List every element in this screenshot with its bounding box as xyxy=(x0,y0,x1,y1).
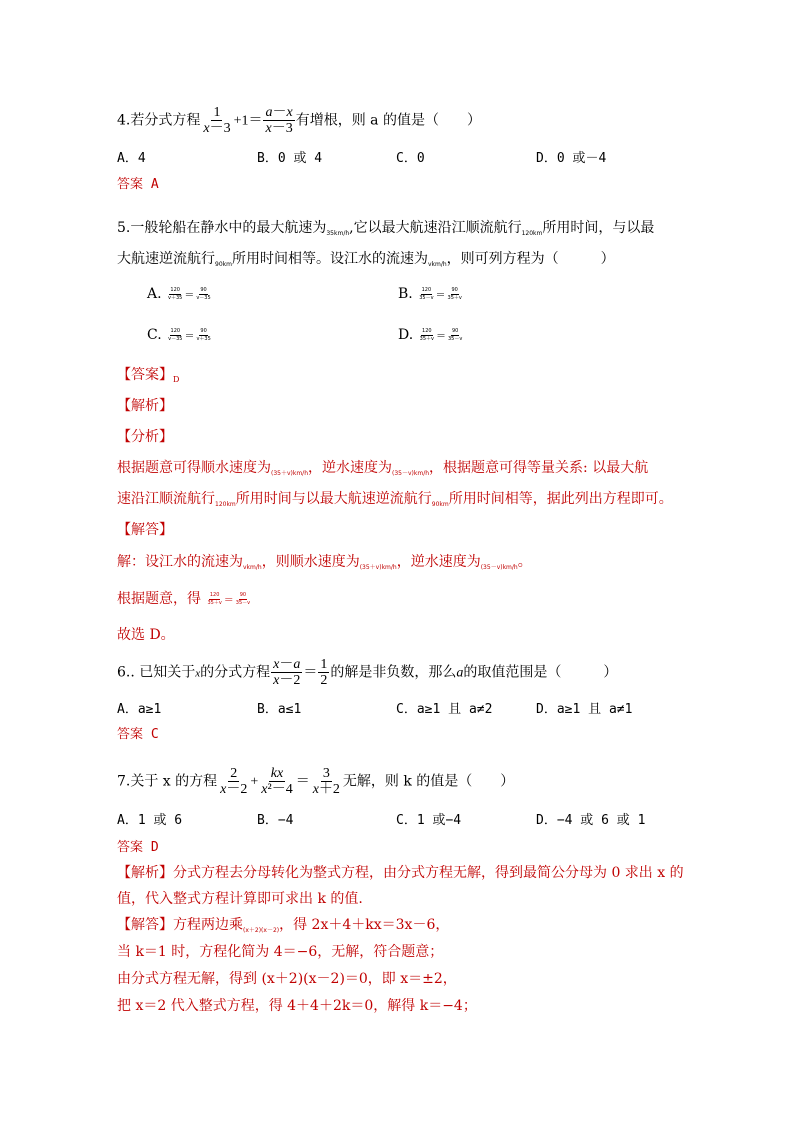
q5-d-d2: 35－v xyxy=(447,335,463,342)
q7-fraction-3: $\frac{3}{x+2}$ xyxy=(312,766,340,797)
q6-avar: a xyxy=(456,665,464,681)
q5-jieda-l1-d: 。 xyxy=(517,554,532,570)
q5-eq-d2: 35－v xyxy=(235,599,251,606)
q5-b-n2: 90 xyxy=(451,286,458,293)
q4-answer: 答案 A xyxy=(117,177,159,192)
q7-prefix: 7.关于 x 的方程 xyxy=(117,773,218,790)
q6-suffix: 的取值范围是（ ） xyxy=(463,664,618,681)
q5-b-d2: 35＋v xyxy=(447,294,462,301)
q7-jieda-line2: 当 k＝1 时，方程化简为 4＝−6，无解，符合题意； xyxy=(117,944,444,960)
q5-option-b-label: B. xyxy=(398,286,413,302)
q5-fenxi-l1-a: 根据题意可得顺水速度为 xyxy=(117,460,271,476)
q4-option-b: B．0 或 4 xyxy=(257,151,323,166)
q4-stem: 4.若分式方程 $\frac{1}{x-3}$ +1＝ $\frac{a-x}{x-3}$ 有增根，则 a 的值是（ ） xyxy=(117,105,481,136)
q5-c-d2: v＋35 xyxy=(196,335,211,342)
q5-fenxi-line1 xyxy=(117,457,648,477)
q5-eq-d1: 35＋v xyxy=(207,599,222,606)
q4-prefix: 4.若分式方程 xyxy=(117,112,201,129)
q7-option-a: A．1 或 6 xyxy=(117,813,183,828)
q7-jieda-line3: 由分式方程无解，得到 (x＋2)(x－2)＝0，即 x＝±2， xyxy=(117,971,457,987)
q5-c-n2: 90 xyxy=(200,327,207,334)
q5-answer-value: D xyxy=(173,375,180,384)
q7-stem: 7.关于 x 的方程 $\frac{2}{x-2}$ + $\frac{kx}{\text{x²－4}}$ ＝ $\frac{3}{x+2}$ 无解，则 k 的值是（ ） xyxy=(117,766,515,797)
q6-var: x xyxy=(195,667,201,680)
q5-line2-c: ，则可列方程为（ ） xyxy=(446,251,615,267)
q7-jiexi-l1: 分式方程去分母转化为整式方程，由分式方程无解，得到最简公分母为 0 求出 x 的 xyxy=(173,865,684,881)
q5-jieda-tag: 【解答】 xyxy=(117,522,173,538)
q5-line2-b: 所用时间相等。设江水的流速为 xyxy=(231,251,428,267)
q7-suffix: 无解，则 k 的值是（ ） xyxy=(342,773,515,790)
q5-answer-tag: 【答案】 xyxy=(117,367,173,383)
q5-d-n2: 90 xyxy=(451,327,459,334)
q5-a-d1: v＋35 xyxy=(168,294,183,301)
q5-a-d2: v－35 xyxy=(196,294,211,301)
q5-fenxi-l2-b: 所用时间与以最大航速逆流航行 xyxy=(235,491,432,507)
q5-option-a-label: A. xyxy=(147,286,162,302)
q4-suffix: 有增根，则 a 的值是（ ） xyxy=(295,112,481,129)
q5-answer xyxy=(117,364,179,384)
q5-jieda-line2: 根据题意，得 $\frac{120}{35+v}$ ＝ $\frac{90}{35-v}$ xyxy=(117,591,251,607)
q7-jieda-l1-a: 方程两边乘 xyxy=(173,917,243,933)
q5-jieda-l1-b: ，则顺水速度为 xyxy=(261,554,360,570)
q6-fraction-left: $\frac{x-a}{x-2}$ xyxy=(273,657,301,688)
q7-jieda-l1-small: (x＋2)(x－2) xyxy=(243,927,280,934)
q5-eq-n1: 120 xyxy=(209,591,220,598)
q5-line1-b: ,它以最大航速沿江顺流航行 xyxy=(349,220,522,236)
q6-option-a: A．a≥1 xyxy=(117,702,162,717)
q7-jiexi-line2: 值，代入整式方程计算即可求出 k 的值. xyxy=(117,891,363,907)
q5-option-a: A. $\frac{120}{v+35}$ ＝ $\frac{90}{v-35}$ xyxy=(147,286,211,302)
q6-after: 的解是非负数，那么 xyxy=(330,664,457,681)
q5-fenxi-l1-b: ，逆水速度为 xyxy=(308,460,393,476)
q5-conclusion: 故选 D。 xyxy=(117,627,175,643)
q6-fraction-right: $\frac{1}{2}$ xyxy=(320,657,328,688)
q5-b-n1: 120 xyxy=(421,286,432,293)
q7-jieda-line1 xyxy=(117,914,449,934)
q7-jieda-tag: 【解答】 xyxy=(117,917,173,933)
q6-answer: 答案 C xyxy=(117,727,159,742)
q5-option-c-label: C. xyxy=(147,327,162,343)
q7-option-d: D．−4 或 6 或 1 xyxy=(536,813,646,828)
q5-fenxi-line2 xyxy=(117,488,673,508)
q5-jieda-l2: 根据题意，得 xyxy=(117,591,201,607)
q5-d-n1: 120 xyxy=(422,327,432,334)
q5-line2-a: 大航速逆流航行 xyxy=(117,251,215,267)
q5-stem-line1 xyxy=(117,217,654,237)
q5-option-c: C. $\frac{120}{v-35}$ ＝ $\frac{90}{v+35}$ xyxy=(147,327,211,343)
q5-fenxi-dist2: 90km xyxy=(431,501,449,508)
q7-jieda-l1-b: ，得 2x＋4＋kx＝3x－6， xyxy=(279,917,450,933)
q5-fenxi-tag: 【分析】 xyxy=(117,429,173,445)
q5-c-d1: v－35 xyxy=(168,335,183,342)
q5-fenxi-dist1: 120km xyxy=(215,501,236,508)
q4-fraction-left: $\frac{1}{x-3}$ xyxy=(203,105,231,136)
q6-option-d: D．a≥1 且 a≠1 xyxy=(536,702,633,717)
q5-jiexi-tag: 【解析】 xyxy=(117,398,173,414)
q5-option-d: D. $\frac{120}{35+v}$ ＝ $\frac{90}{35-v}$ xyxy=(398,327,463,343)
q5-jieda-flow: vkm/h xyxy=(243,564,262,571)
q7-jiexi-tag: 【解析】 xyxy=(117,865,173,881)
q5-jieda-l1-a: 解：设江水的流速为 xyxy=(117,554,243,570)
q4-option-d: D．0 或－4 xyxy=(536,151,607,166)
q5-a-n1: 120 xyxy=(170,286,180,293)
q4-fraction-right: $\frac{a-x}{x-3}$ xyxy=(265,105,293,136)
q7-option-b: B．−4 xyxy=(257,813,294,828)
q5-option-d-label: D. xyxy=(398,327,414,343)
q7-jieda-line4: 把 x＝2 代入整式方程，得 4＋4＋2k＝0，解得 k＝−4； xyxy=(117,998,477,1014)
q5-jieda-down: (35＋v)km/h xyxy=(359,564,397,571)
q5-jieda-l1-c: ，逆水速度为 xyxy=(396,554,481,570)
q5-a-n2: 90 xyxy=(200,286,207,293)
q5-speed: 35km/h xyxy=(326,230,350,237)
q6-prefix: 6.. 已知关于 xyxy=(117,664,196,681)
q6-option-b: B．a≤1 xyxy=(257,702,302,717)
q5-line1-c: 所用时间，与以最 xyxy=(542,220,655,236)
q5-b-d1: 35－v xyxy=(419,294,434,301)
q4-option-c: C．0 xyxy=(396,151,425,166)
q5-fenxi-l2-c: 所用时间相等，据此列出方程即可。 xyxy=(448,491,673,507)
q5-flow: vkm/h xyxy=(427,261,447,268)
q5-jieda-line1 xyxy=(117,551,532,571)
q5-down-speed: (35＋v)km/h xyxy=(271,470,309,477)
q5-fenxi-l1-c: ，根据题意可得等量关系: 以最大航 xyxy=(429,460,649,476)
q7-fraction-1: $\frac{2}{x-2}$ xyxy=(220,766,248,797)
q5-jieda-up: (35－v)km/h xyxy=(480,564,518,571)
q5-dist2: 90km xyxy=(215,261,232,268)
q5-line1-a: 5.一般轮船在静水中的最大航速为 xyxy=(117,220,327,236)
q5-stem-line2 xyxy=(117,248,615,268)
q5-up-speed: (35－v)km/h xyxy=(392,470,430,477)
q6-stem: 6.. 已知关于x的分式方程 $\frac{x-a}{x-2}$ ＝ $\frac{1}{2}$ 的解是非负数，那么a的取值范围是（ ） xyxy=(117,657,618,688)
q7-option-c: C．1 或−4 xyxy=(396,813,462,828)
q7-answer: 答案 D xyxy=(117,840,159,855)
q5-dist1: 120km xyxy=(521,230,543,237)
q5-option-b: B. $\frac{120}{35-v}$ ＝ $\frac{90}{35+v}$ xyxy=(398,286,462,302)
q5-c-n1: 120 xyxy=(170,327,181,334)
q4-option-a: A．4 xyxy=(117,151,146,166)
q6-middle: 的分式方程 xyxy=(200,664,271,681)
q7-fraction-2: $\frac{kx}{\text{x²－4}}$ xyxy=(261,766,293,797)
q7-jiexi-line1 xyxy=(117,862,684,882)
q5-d-d1: 35＋v xyxy=(419,335,434,342)
q5-fenxi-l2-a: 速沿江顺流航行 xyxy=(117,491,215,507)
q5-eq-n2: 90 xyxy=(239,591,247,598)
q6-option-c: C．a≥1 且 a≠2 xyxy=(396,702,493,717)
